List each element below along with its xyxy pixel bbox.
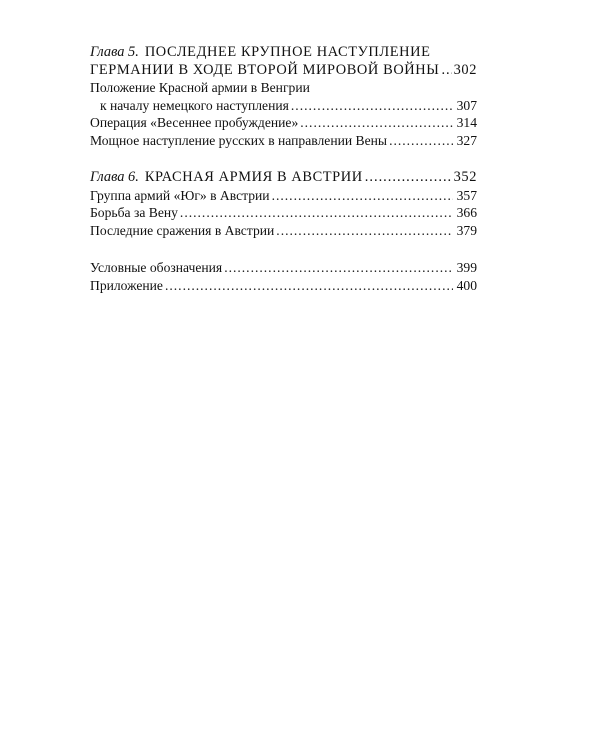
chapter-5-title-line1: ПОСЛЕДНЕЕ КРУПНОЕ НАСТУПЛЕНИЕ: [144, 44, 431, 60]
chapter-6-heading: [90, 169, 477, 187]
toc-entry: [90, 222, 477, 240]
toc-entry-legend: [90, 259, 477, 277]
toc-entry-text: Условные обозначения: [90, 260, 223, 275]
toc-entry-text: Положение Красной армии в Венгрии: [90, 80, 310, 95]
chapter-6-title: КРАСНАЯ АРМИЯ В АВСТРИИ: [144, 169, 363, 185]
chapter-6-page: 352: [453, 169, 477, 185]
section-spacer: [90, 149, 477, 169]
toc-entry-text: Мощное наступление русских в направлении Вены: [90, 132, 388, 148]
dot-leader: [180, 204, 453, 222]
toc-entry: [90, 114, 477, 132]
toc-entry-text: Приложение: [90, 277, 163, 293]
dot-leader: [165, 277, 453, 295]
toc-entry-appendix: [90, 277, 477, 295]
toc-entry: [90, 132, 477, 150]
toc-entry: [90, 187, 477, 205]
toc-entry-text: Последние сражения в Австрии: [90, 222, 275, 238]
chapter-5-page: 302: [453, 61, 477, 78]
dot-leader: [291, 97, 453, 115]
chapter-5-heading-text: [90, 44, 431, 62]
chapter-6-heading-text: [90, 169, 363, 187]
toc-entry-text: Группа армий «Юг» в Австрии: [90, 187, 270, 203]
toc-entry-page: 366: [456, 205, 477, 220]
chapter-5-label: Глава 5.: [90, 44, 139, 60]
toc-entry-text: к началу немецкого наступления: [100, 97, 289, 113]
toc-entry-text: Операция «Весеннее пробуждение»: [90, 115, 299, 130]
toc-entry-line2: [90, 97, 477, 115]
dot-leader: [272, 187, 453, 205]
toc-entry-page: 400: [456, 277, 477, 293]
toc-entry-page: 379: [456, 222, 477, 238]
chapter-5-heading-line1: [90, 44, 477, 62]
dot-leader: [224, 259, 453, 277]
table-of-contents: [90, 44, 477, 294]
toc-entry: [90, 204, 477, 222]
toc-entry-page: 307: [456, 97, 477, 113]
dot-leader: [300, 114, 453, 132]
toc-entry-line1: [90, 79, 477, 97]
chapter-5-heading-line2: [90, 62, 477, 80]
chapter-6-label: Глава 6.: [90, 169, 139, 185]
dot-leader: [276, 222, 453, 240]
toc-entry-page: 327: [456, 132, 477, 148]
chapter-5-title-line2: ГЕРМАНИИ В ХОДЕ ВТОРОЙ МИРОВОЙ ВОЙНЫ: [90, 61, 440, 78]
dot-leader: [389, 132, 453, 150]
toc-entry-text: Борьба за Вену: [90, 205, 178, 220]
dot-leader: [365, 169, 452, 187]
toc-entry-page: 357: [456, 187, 477, 203]
toc-entry-page: 399: [456, 260, 477, 275]
section-spacer: [90, 239, 477, 259]
toc-entry-page: 314: [456, 115, 477, 130]
dot-leader: [441, 62, 451, 80]
